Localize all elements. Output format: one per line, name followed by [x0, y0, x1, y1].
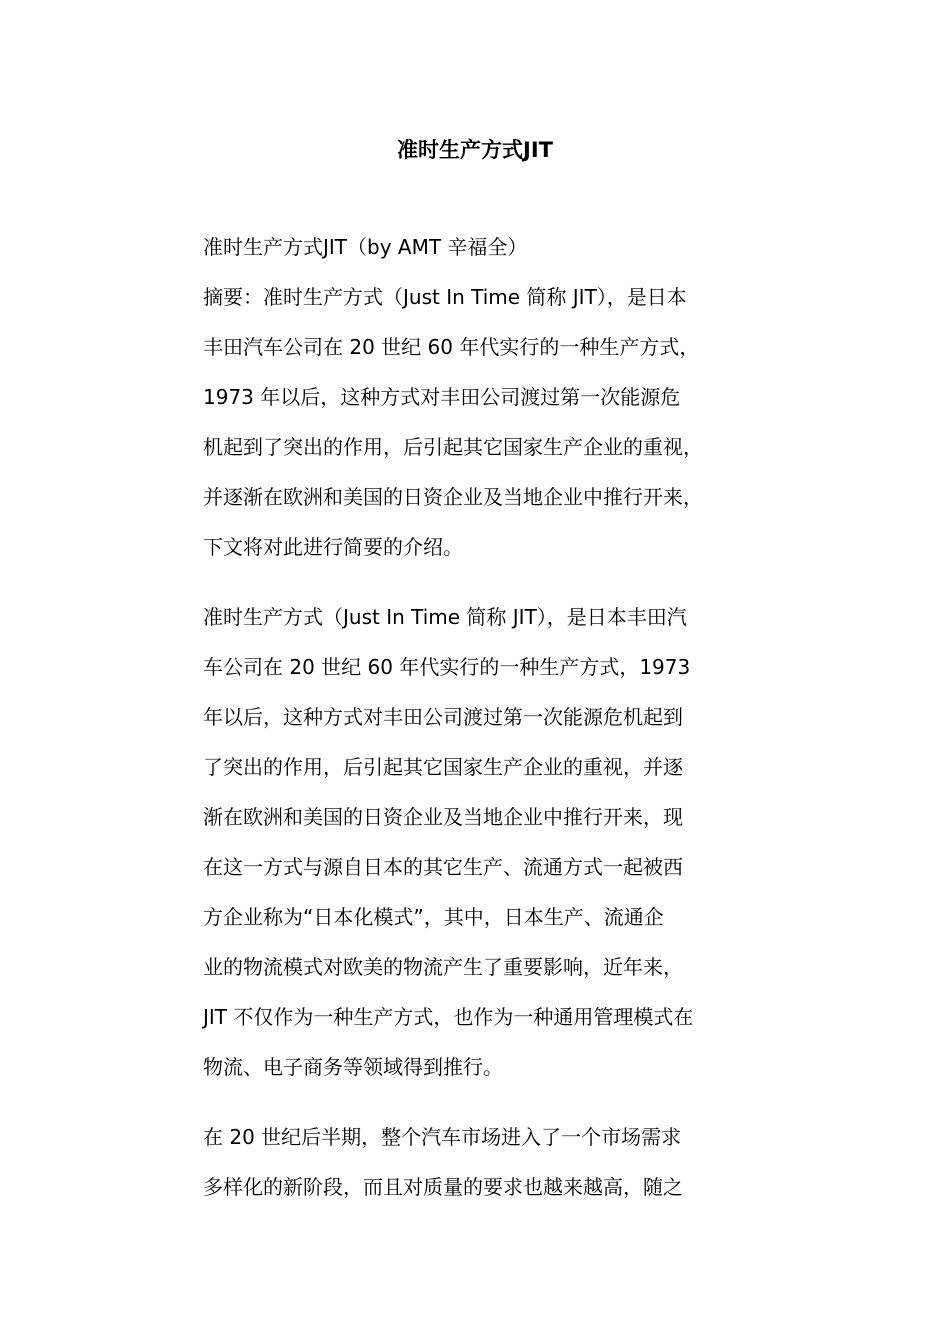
text-line: 车公司在 20 世纪 60 年代实行的一种生产方式，1973	[203, 655, 691, 679]
text-line: 丰田汽车公司在 20 世纪 60 年代实行的一种生产方式，	[203, 335, 700, 359]
text-line: 方企业称为“日本化模式”，其中，日本生产、流通企	[203, 905, 664, 929]
text-line: 机起到了突出的作用，后引起其它国家生产企业的重视，	[203, 435, 703, 459]
text-line: 在这一方式与源自日本的其它生产、流通方式一起被西	[203, 855, 683, 879]
document-title: 准时生产方式JIT	[397, 138, 553, 162]
paragraph-gap	[203, 580, 783, 600]
text-line: 1973 年以后，这种方式对丰田公司渡过第一次能源危	[203, 385, 681, 409]
paragraph-gap	[203, 1100, 783, 1120]
text-line: 下文将对此进行简要的介绍。	[203, 535, 463, 559]
text-line: 年以后，这种方式对丰田公司渡过第一次能源危机起到	[203, 705, 683, 729]
text-line: 在 20 世纪后半期，整个汽车市场进入了一个市场需求	[203, 1125, 682, 1149]
text-line: 渐在欧洲和美国的日资企业及当地企业中推行开来，现	[203, 805, 683, 829]
text-line: 业的物流模式对欧美的物流产生了重要影响，近年来，	[203, 955, 683, 979]
text-line: 准时生产方式JIT（by AMT 辛福全）	[203, 235, 528, 259]
text-line: 摘要：准时生产方式（Just In Time 简称 JIT），是日本	[203, 285, 687, 309]
text-line: 多样化的新阶段，而且对质量的要求也越来越高，随之	[203, 1175, 683, 1199]
text-line: 并逐渐在欧洲和美国的日资企业及当地企业中推行开来，	[203, 485, 703, 509]
document-body	[203, 230, 783, 1220]
text-line: 准时生产方式（Just In Time 简称 JIT），是日本丰田汽	[203, 605, 687, 629]
text-line: JIT 不仅作为一种生产方式，也作为一种通用管理模式在	[203, 1005, 694, 1029]
text-line: 物流、电子商务等领域得到推行。	[203, 1055, 503, 1079]
text-line: 了突出的作用，后引起其它国家生产企业的重视，并逐	[203, 755, 683, 779]
